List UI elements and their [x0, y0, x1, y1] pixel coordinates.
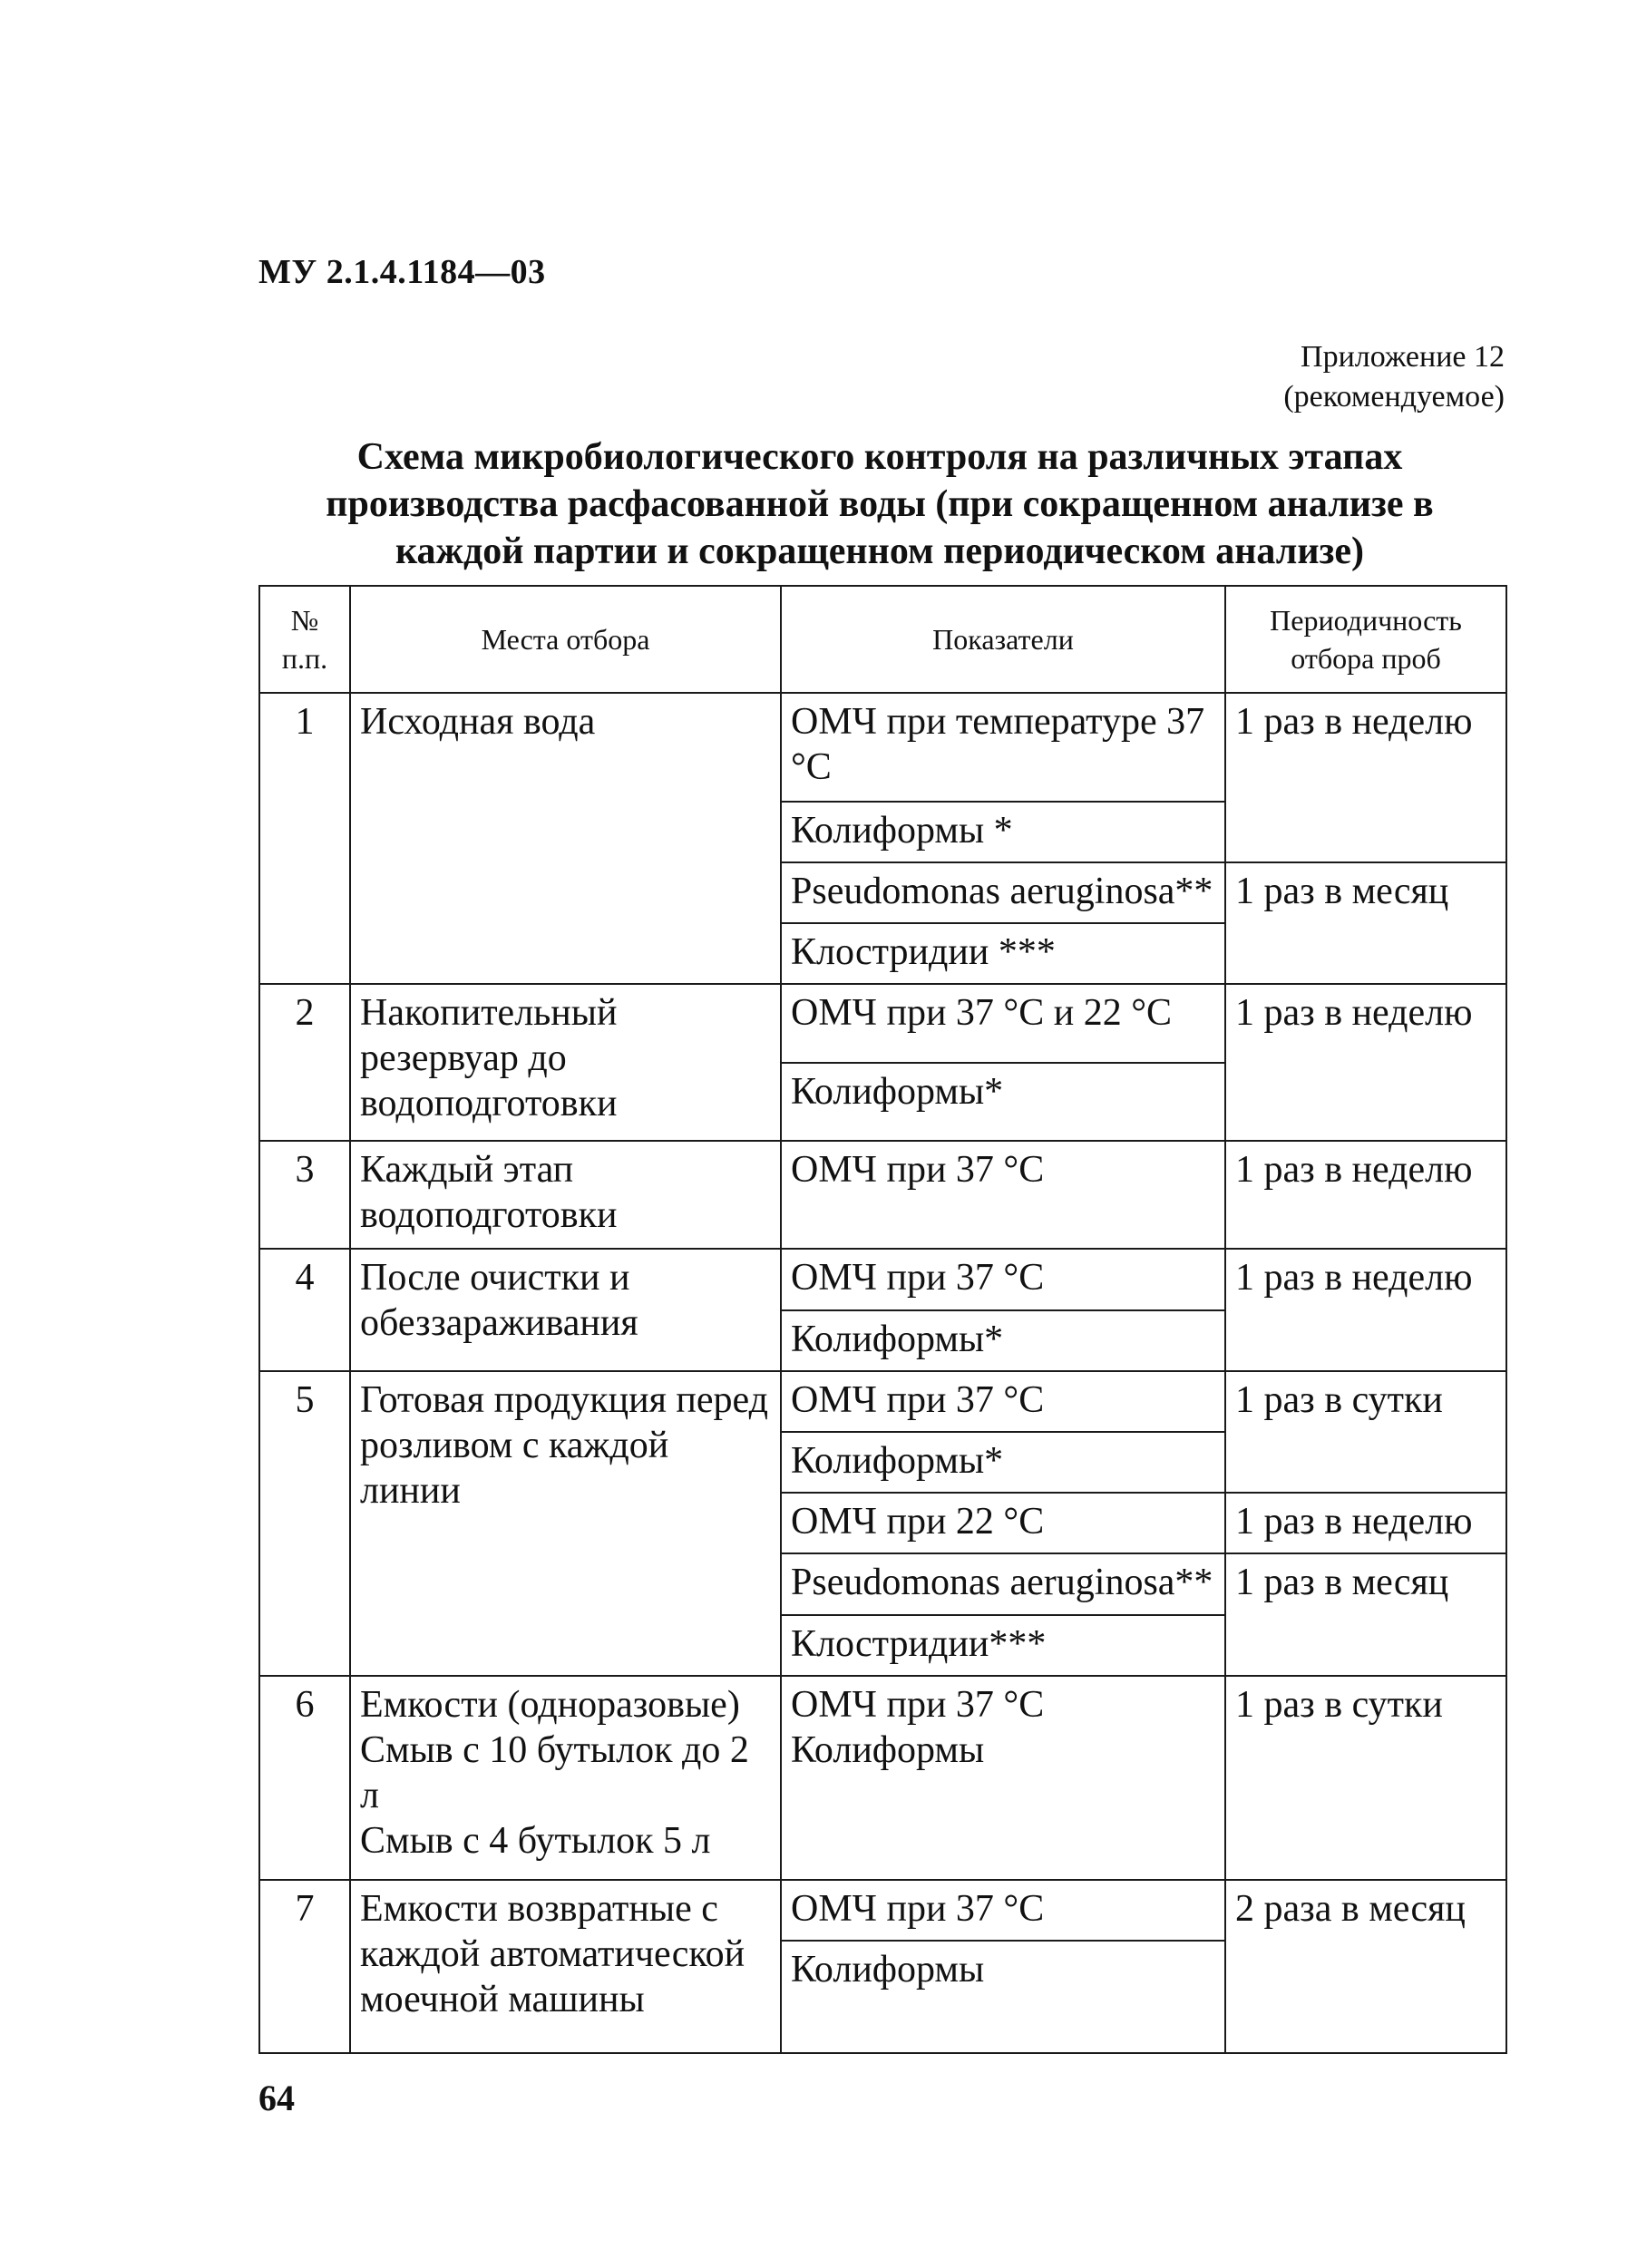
row-number: 6	[259, 1676, 350, 1880]
periodicity-cell: 1 раз в сутки	[1225, 1371, 1506, 1493]
table-row	[259, 1141, 1506, 1250]
row-number: 3	[259, 1141, 350, 1250]
indicator-cell: Колиформы*	[781, 1310, 1225, 1371]
indicator-cell: Клостридии***	[781, 1615, 1225, 1676]
indicator-cell: Pseudomonas aeruginosa**	[781, 1553, 1225, 1614]
indicator-cell: Колиформы *	[781, 802, 1225, 862]
indicator-cell	[781, 1676, 1225, 1880]
sampling-place: Накопительный резервуар до водоподготовки	[350, 984, 781, 1140]
row-number: 7	[259, 1880, 350, 2053]
row-number: 1	[259, 693, 350, 984]
table-row	[259, 1880, 1506, 1941]
sampling-place: Исходная вода	[350, 693, 781, 984]
appendix-block	[1283, 337, 1505, 417]
sampling-place-line: Смыв с 4 бутылок 5 л	[360, 1819, 711, 1862]
document-title: Схема микробиологического контроля на различных этапах производства расфасованной воды (при сокращенном анализе в каждой партии и сокращенном периодическом анализе)	[326, 436, 1434, 572]
indicator-cell: ОМЧ при 22 °С	[781, 1493, 1225, 1553]
indicator-cell: ОМЧ при 37 °С	[781, 1371, 1225, 1432]
table-row	[259, 1371, 1506, 1432]
indicator-line: ОМЧ при 37 °С	[791, 1683, 1045, 1726]
row-number: 4	[259, 1249, 350, 1370]
periodicity-cell: 1 раз в неделю	[1225, 1249, 1506, 1370]
appendix-note: (рекомендуемое)	[1283, 380, 1505, 414]
row-number: 5	[259, 1371, 350, 1676]
header-place: Места отбора	[350, 586, 781, 693]
periodicity-cell: 1 раз в месяц	[1225, 862, 1506, 984]
sampling-place: Готовая продукция перед розливом с каждой линии	[350, 1371, 781, 1676]
indicator-cell: ОМЧ при 37 °С	[781, 1249, 1225, 1309]
periodicity-cell: 1 раз в сутки	[1225, 1676, 1506, 1880]
table-row	[259, 1676, 1506, 1880]
header-periodicity: Периодичность отбора проб	[1225, 586, 1506, 693]
header-number: № п.п.	[259, 586, 350, 693]
periodicity-cell: 1 раз в месяц	[1225, 1553, 1506, 1675]
document-code: МУ 2.1.4.1184—03	[258, 253, 546, 291]
periodicity-cell: 1 раз в неделю	[1225, 984, 1506, 1140]
indicator-line: Колиформы	[791, 1728, 985, 1771]
periodicity-cell: 1 раз в неделю	[1225, 1141, 1506, 1250]
control-scheme-table	[258, 585, 1507, 2054]
header-indicators: Показатели	[781, 586, 1225, 693]
indicator-cell: ОМЧ при 37 °С	[781, 1141, 1225, 1250]
sampling-place: Емкости возвратные с каждой автоматической моечной машины	[350, 1880, 781, 2053]
appendix-label: Приложение 12	[1301, 340, 1505, 374]
page-number: 64	[258, 2078, 295, 2118]
sampling-place-line: Смыв с 10 бутылок до 2 л	[360, 1728, 749, 1816]
indicator-cell: ОМЧ при 37 °С	[781, 1880, 1225, 1941]
indicator-cell: ОМЧ при температуре 37 °С	[781, 693, 1225, 802]
periodicity-cell: 1 раз в неделю	[1225, 693, 1506, 862]
indicator-cell: Колиформы	[781, 1941, 1225, 2053]
indicator-cell: Колиформы*	[781, 1432, 1225, 1493]
indicator-cell: Pseudomonas aeruginosa**	[781, 862, 1225, 923]
sampling-place: Каждый этап водоподготовки	[350, 1141, 781, 1250]
table-row	[259, 1249, 1506, 1309]
sampling-place: После очистки и обеззараживания	[350, 1249, 781, 1370]
sampling-place	[350, 1676, 781, 1880]
row-number: 2	[259, 984, 350, 1140]
table-header-row	[259, 586, 1506, 693]
sampling-place-line: Емкости (одноразовые)	[360, 1683, 740, 1726]
indicator-cell: ОМЧ при 37 °С и 22 °С	[781, 984, 1225, 1062]
periodicity-cell: 1 раз в неделю	[1225, 1493, 1506, 1553]
periodicity-cell: 2 раза в месяц	[1225, 1880, 1506, 2053]
table-row	[259, 984, 1506, 1062]
indicator-cell: Клостридии ***	[781, 923, 1225, 984]
table-row	[259, 693, 1506, 802]
indicator-cell: Колиформы*	[781, 1063, 1225, 1141]
